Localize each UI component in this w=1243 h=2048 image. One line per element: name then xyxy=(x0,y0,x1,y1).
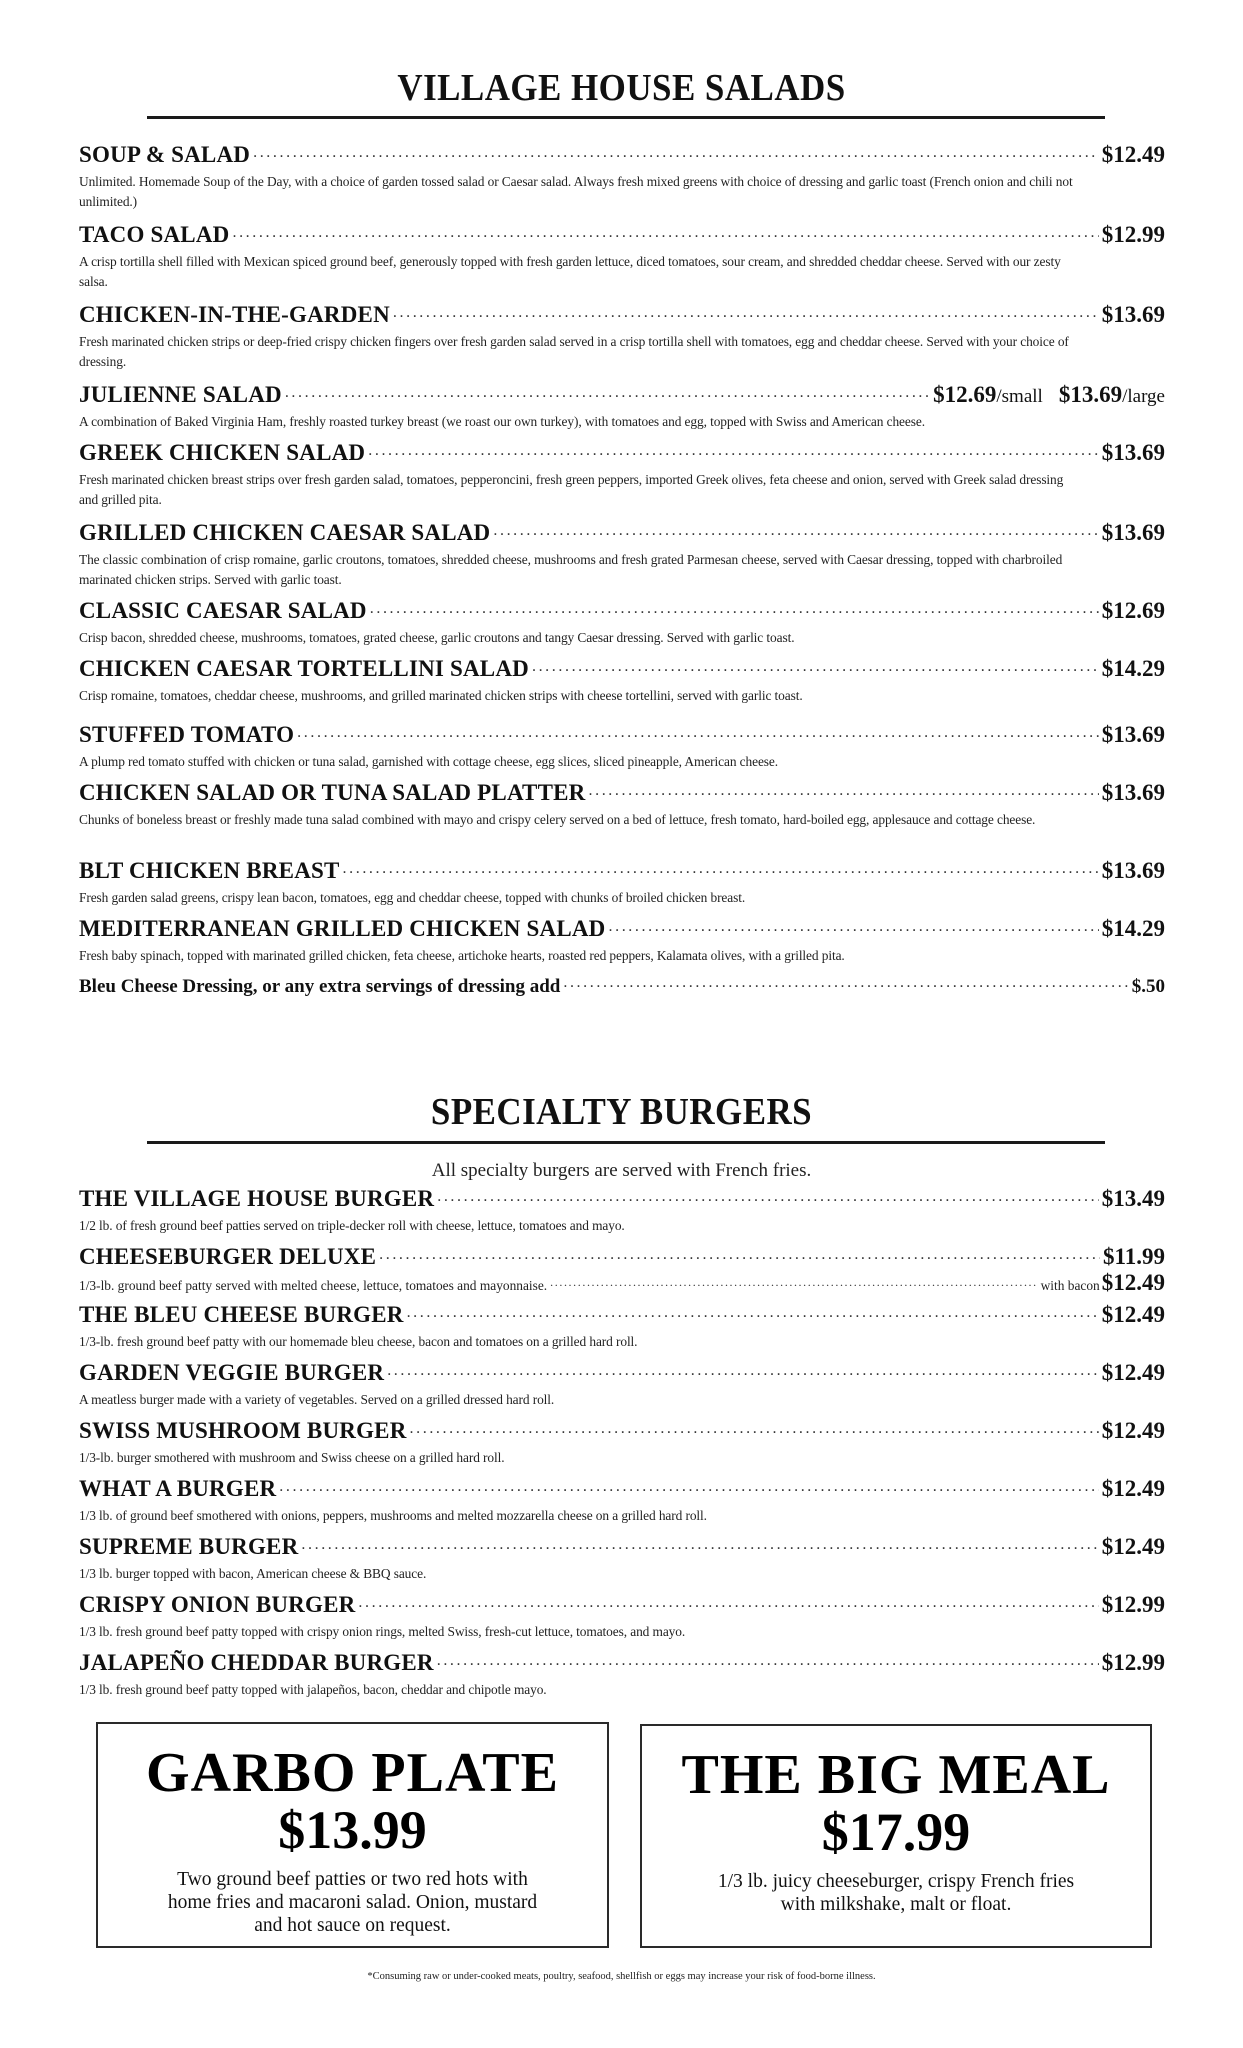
item-price-small xyxy=(933,382,1043,408)
item-name: MEDITERRANEAN GRILLED CHICKEN SALAD xyxy=(79,916,606,941)
dot-leader xyxy=(393,302,1099,322)
menu-item xyxy=(79,1592,1165,1642)
menu-item xyxy=(79,656,1165,706)
menu-item xyxy=(79,1186,1165,1236)
item-description-row xyxy=(79,1270,1165,1295)
item-description: 1/3 lb. fresh ground beef patty topped with jalapeños, bacon, cheddar and chipotle mayo. xyxy=(79,1682,547,1697)
dot-leader xyxy=(297,722,1099,742)
burgers-section-rule xyxy=(147,1141,1105,1144)
dot-leader xyxy=(563,972,1128,992)
item-name: SWISS MUSHROOM BURGER xyxy=(79,1418,407,1443)
item-name: WHAT A BURGER xyxy=(79,1476,277,1501)
menu-item xyxy=(79,780,1165,830)
item-price: $13.49 xyxy=(1101,1186,1165,1211)
dot-leader xyxy=(379,1244,1100,1264)
menu-item xyxy=(79,222,1165,292)
menu-item xyxy=(79,1244,1165,1294)
item-price: $12.49 xyxy=(1101,1476,1165,1501)
salads-section-rule xyxy=(147,116,1105,119)
item-name: STUFFED TOMATO xyxy=(79,722,295,747)
alt-price: $12.49 xyxy=(1101,1270,1165,1295)
promo-garbo-plate xyxy=(96,1722,609,1948)
promo-description: 1/3 lb. juicy cheeseburger, crispy French fries with milkshake, malt or float. xyxy=(717,1871,1075,1915)
item-name: SUPREME BURGER xyxy=(79,1534,299,1559)
menu-item xyxy=(79,520,1165,590)
dot-leader xyxy=(232,222,1098,242)
menu-item xyxy=(79,1534,1165,1584)
item-description: A meatless burger made with a variety of vegetables. Served on a grilled dressed hard roll. xyxy=(79,1392,555,1407)
price-small-suffix: /small xyxy=(996,386,1043,407)
item-name: CRISPY ONION BURGER xyxy=(79,1592,356,1617)
promo-title: GARBO PLATE xyxy=(146,1742,559,1804)
item-description: 1/2 lb. of fresh ground beef patties served on triple-decker roll with cheese, lettuce, tomatoes and mayo. xyxy=(79,1218,625,1233)
item-description: Fresh baby spinach, topped with marinated grilled chicken, feta cheese, artichoke hearts, roasted red peppers, Kalamata olives, with a grilled pita. xyxy=(79,948,845,963)
item-description: A combination of Baked Virginia Ham, freshly roasted turkey breast (we roast our own turkey), with tomatoes and egg, topped with Swiss and American cheese. xyxy=(79,414,925,429)
item-description: 1/3 lb. of ground beef smothered with onions, peppers, mushrooms and melted mozzarella cheese on a grilled hard roll. xyxy=(79,1508,707,1523)
item-price: $12.99 xyxy=(1101,1592,1165,1617)
alt-price-label: with bacon xyxy=(1040,1278,1100,1293)
item-description: 1/3 lb. fresh ground beef patty topped with crispy onion rings, melted Swiss, fresh-cut lettuce, tomatoes, and mayo. xyxy=(79,1624,686,1639)
item-description: Crisp bacon, shredded cheese, mushrooms, tomatoes, grated cheese, garlic croutons and tangy Caesar dressing. Served with garlic toast. xyxy=(79,630,795,645)
item-description: 1/3-lb. burger smothered with mushroom and Swiss cheese on a grilled hard roll. xyxy=(79,1450,505,1465)
promo-title: THE BIG MEAL xyxy=(681,1744,1111,1806)
item-description: 1/3-lb. fresh ground beef patty with our homemade bleu cheese, bacon and tomatoes on a grilled hard roll. xyxy=(79,1334,638,1349)
item-description: Fresh marinated chicken strips or deep-fried crispy chicken fingers over fresh garden salad served in a crisp tortilla shell with tomatoes, egg and cheddar cheese. Served with your choice of dressing. xyxy=(79,334,1069,369)
dressing-addon xyxy=(79,972,1165,998)
item-price: $12.49 xyxy=(1101,1534,1165,1559)
menu-item xyxy=(79,142,1165,212)
item-name: THE VILLAGE HOUSE BURGER xyxy=(79,1186,435,1211)
dot-leader xyxy=(343,858,1099,878)
promo-price: $13.99 xyxy=(278,1800,427,1860)
menu-item xyxy=(79,916,1165,966)
dot-leader xyxy=(253,142,1099,162)
item-description: Unlimited. Homemade Soup of the Day, with a choice of garden tossed salad or Caesar salad. Always fresh mixed greens with choice of dressing and garlic toast (French onion and chili not unlimited.) xyxy=(79,174,1073,209)
item-description: Chunks of boneless breast or freshly made tuna salad combined with mayo and crispy celery served on a bed of lettuce, fresh tomato, hard-boiled egg, applesauce and cottage cheese. xyxy=(79,812,1036,827)
addon-label: Bleu Cheese Dressing, or any extra servings of dressing add xyxy=(79,976,561,997)
price-small-value: $12.69 xyxy=(933,382,997,407)
price-large-value: $13.69 xyxy=(1058,382,1123,407)
burgers-note: All specialty burgers are served with French fries. xyxy=(431,1160,812,1181)
item-name: SOUP & SALAD xyxy=(79,142,251,167)
menu-item xyxy=(79,440,1165,510)
salads-section-title: VILLAGE HOUSE SALADS xyxy=(397,67,846,109)
item-name: GREEK CHICKEN SALAD xyxy=(79,440,366,465)
promo-description: Two ground beef patties or two red hots with home fries and macaroni salad. Onion, mustard and hot sauce on request. xyxy=(167,1869,538,1936)
item-name: THE BLEU CHEESE BURGER xyxy=(79,1302,404,1327)
item-price: $12.69 xyxy=(1101,598,1165,623)
item-price: $13.69 xyxy=(1101,520,1165,545)
menu-item xyxy=(79,1476,1165,1526)
dot-leader xyxy=(279,1476,1098,1496)
dot-leader xyxy=(437,1186,1099,1206)
menu-item xyxy=(79,1302,1165,1352)
dot-leader xyxy=(609,916,1099,936)
item-price: $12.49 xyxy=(1101,1302,1165,1327)
item-price: $14.29 xyxy=(1101,916,1165,941)
item-name: GRILLED CHICKEN CAESAR SALAD xyxy=(79,520,491,545)
item-name: CHEESEBURGER DELUXE xyxy=(79,1244,377,1269)
item-description: Crisp romaine, tomatoes, cheddar cheese, mushrooms, and grilled marinated chicken strips with cheese tortellini, served with garlic toast. xyxy=(79,688,803,703)
item-price: $14.29 xyxy=(1101,656,1165,681)
promo-price: $17.99 xyxy=(821,1802,971,1862)
menu-item xyxy=(79,1418,1165,1468)
dot-leader xyxy=(301,1534,1098,1554)
menu-item xyxy=(79,1360,1165,1410)
price-large-suffix: /large xyxy=(1122,386,1165,407)
item-price: $12.49 xyxy=(1101,1360,1165,1385)
item-description: Fresh marinated chicken breast strips over fresh garden salad, tomatoes, pepperoncini, fresh green peppers, imported Greek olives, feta cheese and onion, served with Greek salad dressing and grilled pita. xyxy=(79,472,1064,507)
item-description: 1/3 lb. burger topped with bacon, American cheese & BBQ sauce. xyxy=(79,1566,427,1581)
dot-leader xyxy=(532,656,1099,676)
item-name: GARDEN VEGGIE BURGER xyxy=(79,1360,385,1385)
menu-item xyxy=(79,858,1165,908)
dot-leader xyxy=(370,598,1099,618)
dot-leader xyxy=(589,780,1099,800)
item-name: JALAPEÑO CHEDDAR BURGER xyxy=(79,1650,434,1675)
item-price: $11.99 xyxy=(1103,1244,1165,1269)
promo-big-meal xyxy=(640,1724,1152,1948)
burgers-section-title: SPECIALTY BURGERS xyxy=(430,1091,813,1133)
item-name: CHICKEN CAESAR TORTELLINI SALAD xyxy=(79,656,529,681)
item-price: $12.49 xyxy=(1101,1418,1165,1443)
item-name: JULIENNE SALAD xyxy=(79,382,282,407)
item-price: $13.69 xyxy=(1101,780,1165,805)
menu-item xyxy=(79,1650,1165,1700)
item-name: CLASSIC CAESAR SALAD xyxy=(79,598,367,623)
food-safety-disclaimer: *Consuming raw or under-cooked meats, poultry, seafood, shellfish or eggs may increase your risk of food-borne illness. xyxy=(367,1971,876,1982)
dot-leader xyxy=(285,382,930,402)
item-price: $13.69 xyxy=(1101,440,1165,465)
item-price: $12.99 xyxy=(1101,222,1165,247)
dot-leader xyxy=(410,1418,1099,1438)
dot-leader xyxy=(550,1274,1037,1290)
item-price-large xyxy=(1059,382,1165,408)
item-name: CHICKEN SALAD OR TUNA SALAD PLATTER xyxy=(79,780,586,805)
item-price: $12.99 xyxy=(1101,1650,1165,1675)
dot-leader xyxy=(358,1592,1098,1612)
item-description: The classic combination of crisp romaine, garlic croutons, tomatoes, shredded cheese, mushrooms and fresh grated Parmesan cheese, served with Caesar dressing, topped with charbroiled marinated chicken strips. Served with garlic toast. xyxy=(79,552,1063,587)
menu-item xyxy=(79,382,1165,432)
item-name: TACO SALAD xyxy=(79,222,230,247)
menu-item xyxy=(79,302,1165,372)
dot-leader xyxy=(437,1650,1099,1670)
item-name: CHICKEN-IN-THE-GARDEN xyxy=(79,302,390,327)
item-price: $13.69 xyxy=(1101,858,1165,883)
dot-leader xyxy=(387,1360,1099,1380)
menu-item xyxy=(79,722,1165,772)
menu-item xyxy=(79,598,1165,648)
item-description: 1/3-lb. ground beef patty served with melted cheese, lettuce, tomatoes and mayonnaise. xyxy=(79,1278,548,1293)
item-description: A plump red tomato stuffed with chicken or tuna salad, garnished with cottage cheese, egg slices, sliced pineapple, American cheese. xyxy=(79,754,779,769)
item-description: A crisp tortilla shell filled with Mexican spiced ground beef, generously topped with fresh garden lettuce, diced tomatoes, sour cream, and shredded cheddar cheese. Served with our zesty salsa. xyxy=(79,254,1061,289)
item-price: $12.49 xyxy=(1101,142,1165,167)
item-name: BLT CHICKEN BREAST xyxy=(79,858,340,883)
addon-price: $.50 xyxy=(1131,976,1165,997)
item-price: $13.69 xyxy=(1101,722,1165,747)
dot-leader xyxy=(407,1302,1099,1322)
dot-leader xyxy=(493,520,1098,540)
dot-leader xyxy=(368,440,1099,460)
item-price: $13.69 xyxy=(1101,302,1165,327)
item-description: Fresh garden salad greens, crispy lean bacon, tomatoes, egg and cheddar cheese, topped with chunks of broiled chicken breast. xyxy=(79,890,746,905)
